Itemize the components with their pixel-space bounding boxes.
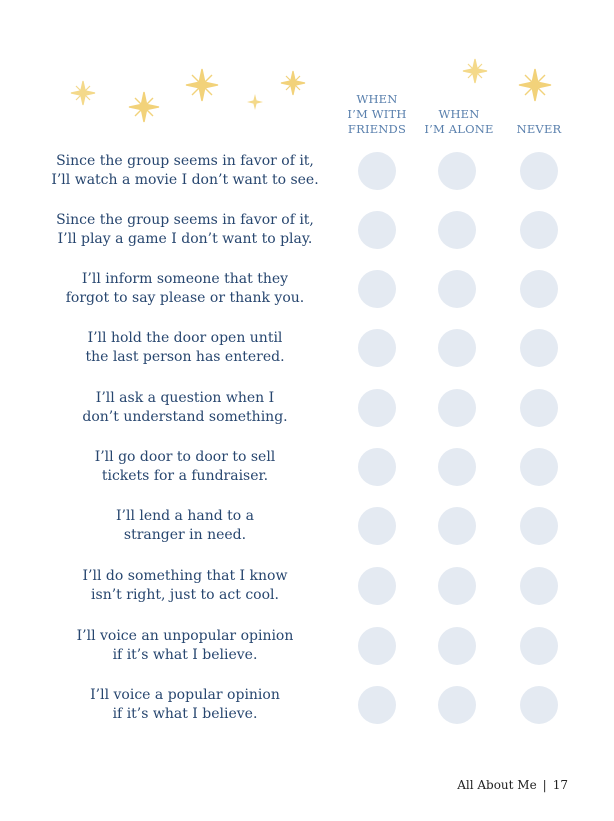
answer-bubble-alone[interactable] <box>438 507 476 545</box>
statement-text: Since the group seems in favor of it, I’ll play a game I don’t want to play. <box>56 212 314 247</box>
statement-row <box>0 211 614 271</box>
statement-row <box>0 152 614 212</box>
answer-bubble-with-friends[interactable] <box>358 507 396 545</box>
statement-text: I’ll voice a popular opinion if it’s what I believe. <box>90 687 280 722</box>
sparkle-star-icon <box>462 58 488 84</box>
answer-bubble-never[interactable] <box>520 211 558 249</box>
statement-row <box>0 448 614 508</box>
answer-bubble-never[interactable] <box>520 448 558 486</box>
statement-row <box>0 627 614 687</box>
statement-row <box>0 567 614 627</box>
answer-bubble-never[interactable] <box>520 507 558 545</box>
sparkle-star-icon <box>128 91 160 123</box>
statement-row <box>0 507 614 567</box>
answer-bubble-never[interactable] <box>520 329 558 367</box>
answer-bubble-alone[interactable] <box>438 627 476 665</box>
statement-text: I’ll hold the door open until the last person has entered. <box>85 330 285 365</box>
answer-bubble-alone[interactable] <box>438 686 476 724</box>
statement-text: I’ll voice an unpopular opinion if it’s what I believe. <box>76 628 294 663</box>
column-header-alone: WHEN I’M ALONE <box>424 107 494 136</box>
answer-bubble-with-friends[interactable] <box>358 627 396 665</box>
answer-bubble-never[interactable] <box>520 686 558 724</box>
page-footer <box>457 778 568 792</box>
statement-text: I’ll do something that I know isn’t right, just to act cool. <box>82 568 288 603</box>
page-number: 17 <box>552 778 568 792</box>
answer-bubble-never[interactable] <box>520 152 558 190</box>
answer-bubble-alone[interactable] <box>438 329 476 367</box>
statement-text: I’ll lend a hand to a stranger in need. <box>115 508 255 543</box>
statement-text: I’ll ask a question when I don’t understand something. <box>82 390 288 425</box>
statement-row <box>0 329 614 389</box>
answer-bubble-alone[interactable] <box>438 270 476 308</box>
footer-separator: | <box>542 778 547 792</box>
answer-bubble-with-friends[interactable] <box>358 686 396 724</box>
answer-bubble-alone[interactable] <box>438 211 476 249</box>
answer-bubble-with-friends[interactable] <box>358 152 396 190</box>
statement-row <box>0 389 614 449</box>
answer-bubble-never[interactable] <box>520 567 558 605</box>
statement-row <box>0 686 614 746</box>
answer-bubble-alone[interactable] <box>438 448 476 486</box>
statement-text: I’ll go door to door to sell tickets for a fundraiser. <box>94 449 276 484</box>
column-header-never: NEVER <box>516 122 562 136</box>
answer-bubble-with-friends[interactable] <box>358 389 396 427</box>
answer-bubble-with-friends[interactable] <box>358 329 396 367</box>
answer-bubble-with-friends[interactable] <box>358 448 396 486</box>
answer-bubble-with-friends[interactable] <box>358 567 396 605</box>
answer-bubble-alone[interactable] <box>438 389 476 427</box>
answer-bubble-alone[interactable] <box>438 152 476 190</box>
column-header-with-friends: WHEN I’M WITH FRIENDS <box>347 92 407 136</box>
sparkle-star-icon <box>185 68 219 102</box>
statement-text: Since the group seems in favor of it, I’ll watch a movie I don’t want to see. <box>51 153 319 188</box>
section-title: All About Me <box>457 778 537 792</box>
statement-text: I’ll inform someone that they forgot to say please or thank you. <box>65 271 305 306</box>
sparkle-star-icon <box>280 70 306 96</box>
sparkle-star-icon <box>518 68 552 102</box>
answer-bubble-alone[interactable] <box>438 567 476 605</box>
answer-bubble-with-friends[interactable] <box>358 270 396 308</box>
answer-bubble-with-friends[interactable] <box>358 211 396 249</box>
answer-bubble-never[interactable] <box>520 389 558 427</box>
statement-row <box>0 270 614 330</box>
answer-bubble-never[interactable] <box>520 270 558 308</box>
answer-bubble-never[interactable] <box>520 627 558 665</box>
sparkle-star-icon <box>246 93 264 111</box>
sparkle-star-icon <box>70 80 96 106</box>
